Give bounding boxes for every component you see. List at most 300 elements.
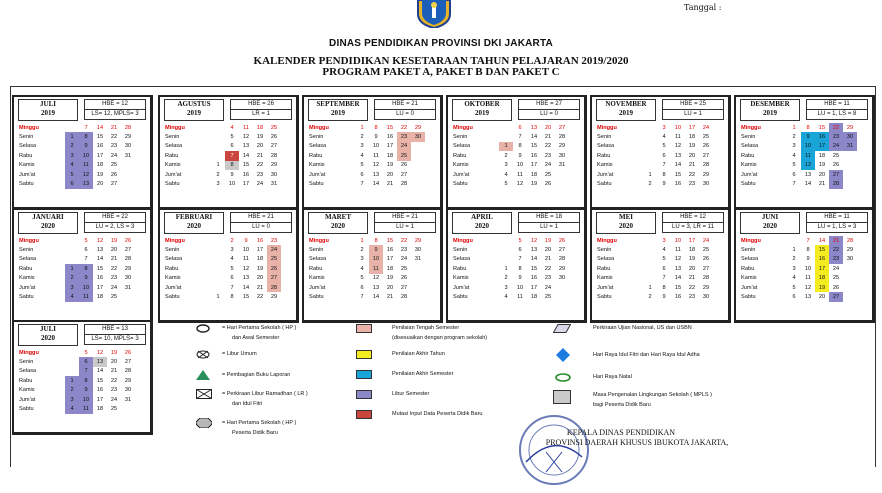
week-row [308, 292, 425, 301]
tanggal-label: Tanggal : [684, 3, 722, 12]
date-cell: 21 [544, 134, 552, 141]
week-row [740, 123, 857, 132]
date-cell [843, 179, 857, 188]
date-cell [411, 170, 425, 179]
month-agustus-2019 [158, 95, 299, 210]
date-cell: 16 [386, 134, 394, 141]
date-cell: 1 [648, 171, 652, 178]
date-cell: 8 [374, 237, 378, 244]
date-cell: 3 [504, 162, 508, 169]
date-cell: 22 [256, 162, 264, 169]
week-row [164, 255, 281, 264]
date-cell: 19 [256, 134, 264, 141]
legend-hps-label: = Hari Pertama Sekolah ( HP ) [222, 325, 297, 331]
date-cell: 19 [818, 162, 826, 169]
month-februari-2020 [158, 208, 299, 323]
date-cell: 3 [360, 143, 364, 150]
date-cell: 23 [400, 247, 408, 254]
week-row [18, 292, 135, 301]
date-cell: 14 [372, 181, 380, 188]
date-cell: 16 [96, 387, 104, 394]
month-desember-2019 [734, 95, 875, 210]
week-row [164, 170, 281, 179]
date-cell: 24 [267, 245, 281, 254]
week-row [596, 151, 713, 160]
date-cell: 22 [110, 134, 118, 141]
date-cell: 10 [79, 395, 93, 404]
date-cell: 24 [544, 284, 552, 291]
day-label: Sabtu [741, 181, 756, 188]
date-cell: 14 [242, 284, 250, 291]
week-row [740, 292, 857, 301]
date-cell: 13 [674, 265, 682, 272]
date-cell: 7 [84, 124, 88, 131]
date-cell: 20 [688, 152, 696, 159]
day-label: Kamis [19, 275, 35, 282]
date-cell: 12 [79, 170, 93, 179]
day-label: Minggu [741, 237, 761, 244]
date-cell: 10 [516, 284, 524, 291]
date-cell: 30 [702, 294, 710, 301]
month-grid [164, 236, 281, 302]
date-cell [499, 132, 513, 141]
month-november-2019 [590, 95, 731, 210]
date-cell: 6 [230, 275, 234, 282]
date-cell [121, 404, 135, 413]
date-cell: 13 [93, 357, 107, 366]
day-label: Kamis [309, 162, 325, 169]
month-name [164, 99, 224, 121]
date-cell: 17 [96, 284, 104, 291]
date-cell: 25 [544, 294, 552, 301]
date-cell [121, 292, 135, 301]
date-cell: 8 [374, 124, 378, 131]
date-cell [65, 236, 79, 245]
month-september-2019 [302, 95, 443, 210]
legend-hp-baru-label: = Hari Pertama Sekolah ( HP ) [222, 420, 297, 426]
date-cell: 1 [504, 265, 508, 272]
date-cell: 21 [829, 236, 843, 245]
date-cell: 25 [832, 152, 840, 159]
month-name [308, 99, 368, 121]
week-row [164, 179, 281, 188]
year-label: 2020 [41, 222, 55, 230]
date-cell: 10 [228, 181, 236, 188]
date-cell: 5 [518, 237, 522, 244]
day-label: Minggu [19, 124, 39, 131]
month-maret-2020 [302, 208, 443, 323]
date-cell: 9 [79, 386, 93, 395]
day-label: Sabtu [597, 181, 612, 188]
month-label: JANUARI [32, 213, 64, 221]
date-cell: 26 [832, 162, 840, 169]
date-cell: 22 [688, 171, 696, 178]
week-row [740, 179, 857, 188]
date-cell: 22 [544, 143, 552, 150]
date-cell: 2 [216, 171, 220, 178]
week-row [452, 170, 569, 179]
date-cell: 11 [243, 256, 249, 263]
week-row [740, 170, 857, 179]
date-cell: 14 [96, 368, 104, 375]
date-cell: 12 [96, 349, 104, 356]
date-cell: 7 [806, 237, 810, 244]
day-label: Jum'at [19, 171, 36, 178]
date-cell: 25 [110, 162, 118, 169]
date-cell: 20 [386, 171, 394, 178]
date-cell: 9 [244, 237, 248, 244]
hbe-box [662, 99, 724, 120]
date-cell: 22 [400, 124, 408, 131]
date-cell: 15 [818, 124, 826, 131]
date-cell: 21 [110, 124, 118, 131]
date-cell: 2 [648, 294, 652, 301]
lu-label: LU = 1, LS = 3 [807, 222, 867, 232]
month-label: NOVEMBER [605, 100, 647, 108]
crossed-box-icon [196, 389, 212, 399]
week-row [18, 236, 135, 245]
date-cell: 1 [65, 264, 79, 273]
date-cell: 5 [504, 181, 508, 188]
date-cell: 10 [372, 143, 380, 150]
date-cell [555, 283, 569, 292]
date-cell: 11 [801, 151, 815, 160]
date-cell: 21 [386, 294, 394, 301]
date-cell: 11 [517, 294, 523, 301]
date-cell: 9 [806, 256, 810, 263]
month-label: DESEMBER [750, 100, 790, 108]
day-label: Jum'at [19, 396, 36, 403]
date-cell: 5 [360, 275, 364, 282]
week-row [308, 123, 425, 132]
date-cell: 3 [662, 237, 666, 244]
date-cell: 5 [792, 162, 796, 169]
week-row [308, 170, 425, 179]
date-cell: 21 [818, 181, 826, 188]
date-cell: 30 [558, 275, 566, 282]
day-label: Rabu [19, 265, 33, 272]
week-row [596, 132, 713, 141]
month-label: AGUSTUS [177, 100, 211, 108]
day-label: Senin [19, 134, 34, 141]
day-label: Jum'at [19, 284, 36, 291]
crossed-oval-icon [196, 350, 210, 359]
date-cell: 13 [242, 275, 250, 282]
week-row [452, 255, 569, 264]
date-cell: 24 [702, 237, 710, 244]
date-cell: 19 [96, 171, 104, 178]
date-cell: 22 [256, 294, 264, 301]
parallelogram-icon [553, 324, 571, 333]
date-cell: 15 [386, 237, 394, 244]
week-row [452, 132, 569, 141]
week-row [452, 283, 569, 292]
date-cell: 5 [662, 143, 666, 150]
date-cell: 23 [829, 132, 843, 141]
month-label: OKTOBER [464, 100, 500, 108]
date-cell: 27 [110, 181, 118, 188]
year-label: 2019 [41, 109, 55, 117]
date-cell: 23 [544, 275, 552, 282]
day-label: Minggu [453, 124, 473, 131]
month-grid [740, 236, 857, 302]
date-cell: 24 [397, 142, 411, 151]
day-label: Selasa [19, 143, 37, 150]
date-cell [643, 151, 657, 160]
gray-swatch [553, 390, 571, 404]
date-cell: 16 [96, 275, 104, 282]
date-cell: 19 [530, 181, 538, 188]
month-label: JUNI [761, 213, 779, 221]
day-label: Minggu [19, 237, 39, 244]
date-cell [65, 255, 79, 264]
week-row [596, 236, 713, 245]
day-label: Selasa [309, 256, 327, 263]
date-cell: 31 [414, 256, 422, 263]
week-row [164, 161, 281, 170]
date-cell: 10 [79, 151, 93, 160]
date-cell [843, 161, 857, 170]
date-cell: 26 [400, 275, 408, 282]
week-row [740, 236, 857, 245]
day-label: Senin [165, 134, 180, 141]
date-cell [499, 236, 513, 245]
day-label: Senin [309, 134, 324, 141]
week-row [18, 404, 135, 413]
date-cell: 27 [558, 124, 566, 131]
date-cell: 24 [110, 284, 118, 291]
legend-mutasi-label: Mutasi Input Data Peserta Didik Baru [392, 411, 483, 417]
date-cell: 30 [702, 181, 710, 188]
date-cell: 7 [662, 275, 666, 282]
cyan-swatch [356, 370, 372, 379]
date-cell: 31 [843, 142, 857, 151]
date-cell: 1 [216, 162, 220, 169]
date-cell: 20 [818, 294, 826, 301]
month-grid [18, 348, 135, 414]
week-row [18, 255, 135, 264]
month-label: JULI [40, 325, 56, 333]
date-cell: 13 [96, 247, 104, 254]
day-label: Kamis [453, 162, 469, 169]
day-label: Minggu [19, 349, 39, 356]
date-cell: 26 [267, 264, 281, 273]
date-cell: 8 [79, 376, 93, 385]
month-grid [452, 123, 569, 189]
hbe-label: HBE = 21 [248, 214, 274, 220]
date-cell: 27 [270, 143, 278, 150]
date-cell: 8 [806, 124, 810, 131]
date-cell: 8 [662, 171, 666, 178]
date-cell: 27 [400, 171, 408, 178]
lu-label: LS= 12, MPLS= 3 [85, 109, 145, 119]
week-row [164, 245, 281, 254]
month-label: JULI [40, 100, 56, 108]
day-label: Kamis [165, 275, 181, 282]
date-cell: 22 [544, 265, 552, 272]
week-row [18, 142, 135, 151]
date-cell: 12 [96, 237, 104, 244]
date-cell: 31 [124, 152, 132, 159]
date-cell: 28 [267, 283, 281, 292]
week-row [308, 236, 425, 245]
day-label: Kamis [597, 162, 613, 169]
date-cell: 2 [504, 275, 508, 282]
day-label: Minggu [453, 237, 473, 244]
week-row [18, 348, 135, 357]
date-cell: 25 [702, 134, 710, 141]
hbe-box [662, 212, 724, 233]
week-row [452, 151, 569, 160]
legend-pts-label: Penilaian Tengah Semester [392, 325, 460, 331]
month-name [596, 212, 656, 234]
day-label: Selasa [19, 368, 37, 375]
date-cell: 29 [124, 265, 132, 272]
week-row [18, 274, 135, 283]
week-row [740, 161, 857, 170]
date-cell: 31 [124, 396, 132, 403]
week-row [164, 274, 281, 283]
date-cell [411, 161, 425, 170]
month-name [740, 99, 800, 121]
hbe-box [374, 212, 436, 233]
date-cell: 11 [517, 171, 523, 178]
date-cell: 19 [256, 265, 264, 272]
hbe-label: HBE = 12 [680, 214, 706, 220]
date-cell: 15 [674, 171, 682, 178]
day-label: Sabtu [453, 294, 468, 301]
date-cell: 28 [558, 134, 566, 141]
date-cell: 6 [792, 294, 796, 301]
date-cell: 9 [662, 294, 666, 301]
year-label: 2020 [41, 334, 55, 342]
date-cell: 23 [829, 255, 843, 264]
date-cell: 8 [225, 161, 239, 170]
date-cell: 4 [65, 161, 79, 170]
day-label: Rabu [453, 152, 467, 159]
day-label: Minggu [309, 124, 329, 131]
week-row [452, 245, 569, 254]
week-row [308, 255, 425, 264]
hbe-label: HBE = 21 [392, 214, 418, 220]
date-cell: 29 [558, 143, 566, 150]
date-cell: 3 [216, 181, 220, 188]
date-cell: 7 [662, 162, 666, 169]
date-cell [843, 283, 857, 292]
date-cell: 29 [846, 247, 854, 254]
date-cell: 4 [360, 265, 364, 272]
hbe-label: HBE = 26 [248, 101, 274, 107]
date-cell: 2 [65, 274, 79, 283]
date-cell: 17 [96, 152, 104, 159]
day-label: Minggu [309, 237, 329, 244]
date-cell: 19 [110, 237, 118, 244]
date-cell: 12 [674, 256, 682, 263]
date-cell: 22 [110, 377, 118, 384]
date-cell: 2 [360, 134, 364, 141]
date-cell: 11 [675, 247, 681, 254]
week-row [452, 292, 569, 301]
date-cell: 15 [96, 377, 104, 384]
date-cell: 17 [530, 162, 538, 169]
day-label: Kamis [309, 275, 325, 282]
date-cell: 12 [516, 181, 524, 188]
date-cell: 13 [674, 152, 682, 159]
date-cell: 14 [818, 237, 826, 244]
date-cell [211, 245, 225, 254]
date-cell: 24 [544, 162, 552, 169]
day-label: Senin [309, 247, 324, 254]
date-cell [643, 123, 657, 132]
date-cell: 13 [530, 124, 538, 131]
hbe-box [84, 99, 146, 120]
date-cell: 21 [688, 275, 696, 282]
date-cell: 15 [96, 265, 104, 272]
month-label: APRIL [471, 213, 493, 221]
month-juli-2020 [12, 320, 153, 435]
date-cell: 7 [84, 256, 88, 263]
day-label: Selasa [597, 256, 615, 263]
date-cell: 18 [530, 171, 538, 178]
date-cell: 8 [230, 294, 234, 301]
week-row [308, 283, 425, 292]
date-cell: 20 [386, 284, 394, 291]
date-cell: 21 [688, 162, 696, 169]
day-label: Rabu [741, 265, 755, 272]
date-cell: 29 [702, 171, 710, 178]
day-label: Selasa [165, 143, 183, 150]
date-cell: 3 [65, 395, 79, 404]
date-cell: 16 [256, 237, 264, 244]
hbe-box [806, 212, 868, 233]
hbe-box [518, 212, 580, 233]
date-cell [121, 161, 135, 170]
date-cell [843, 274, 857, 283]
week-row [740, 283, 857, 292]
date-cell: 2 [792, 134, 796, 141]
diamond-icon [556, 348, 570, 362]
date-cell: 8 [79, 132, 93, 141]
date-cell: 23 [397, 132, 411, 141]
date-cell: 25 [267, 255, 281, 264]
day-label: Senin [165, 247, 180, 254]
date-cell: 12 [804, 284, 812, 291]
day-label: Jum'at [453, 171, 470, 178]
date-cell: 26 [270, 134, 278, 141]
month-name [164, 212, 224, 234]
week-row [740, 274, 857, 283]
day-label: Kamis [19, 387, 35, 394]
date-cell [643, 161, 657, 170]
week-row [596, 283, 713, 292]
date-cell: 7 [518, 134, 522, 141]
date-cell: 7 [230, 284, 234, 291]
date-cell: 9 [79, 142, 93, 151]
date-cell: 13 [372, 171, 380, 178]
date-cell [65, 245, 79, 254]
date-cell: 30 [124, 275, 132, 282]
day-label: Senin [741, 247, 756, 254]
date-cell: 2 [360, 247, 364, 254]
date-cell: 29 [414, 237, 422, 244]
date-cell: 14 [530, 256, 538, 263]
hbe-label: HBE = 22 [102, 214, 128, 220]
date-cell: 28 [124, 256, 132, 263]
date-cell: 26 [558, 237, 566, 244]
date-cell: 6 [792, 171, 796, 178]
lu-label: LU = 3, LR = 11 [663, 222, 723, 232]
date-cell: 28 [702, 162, 710, 169]
